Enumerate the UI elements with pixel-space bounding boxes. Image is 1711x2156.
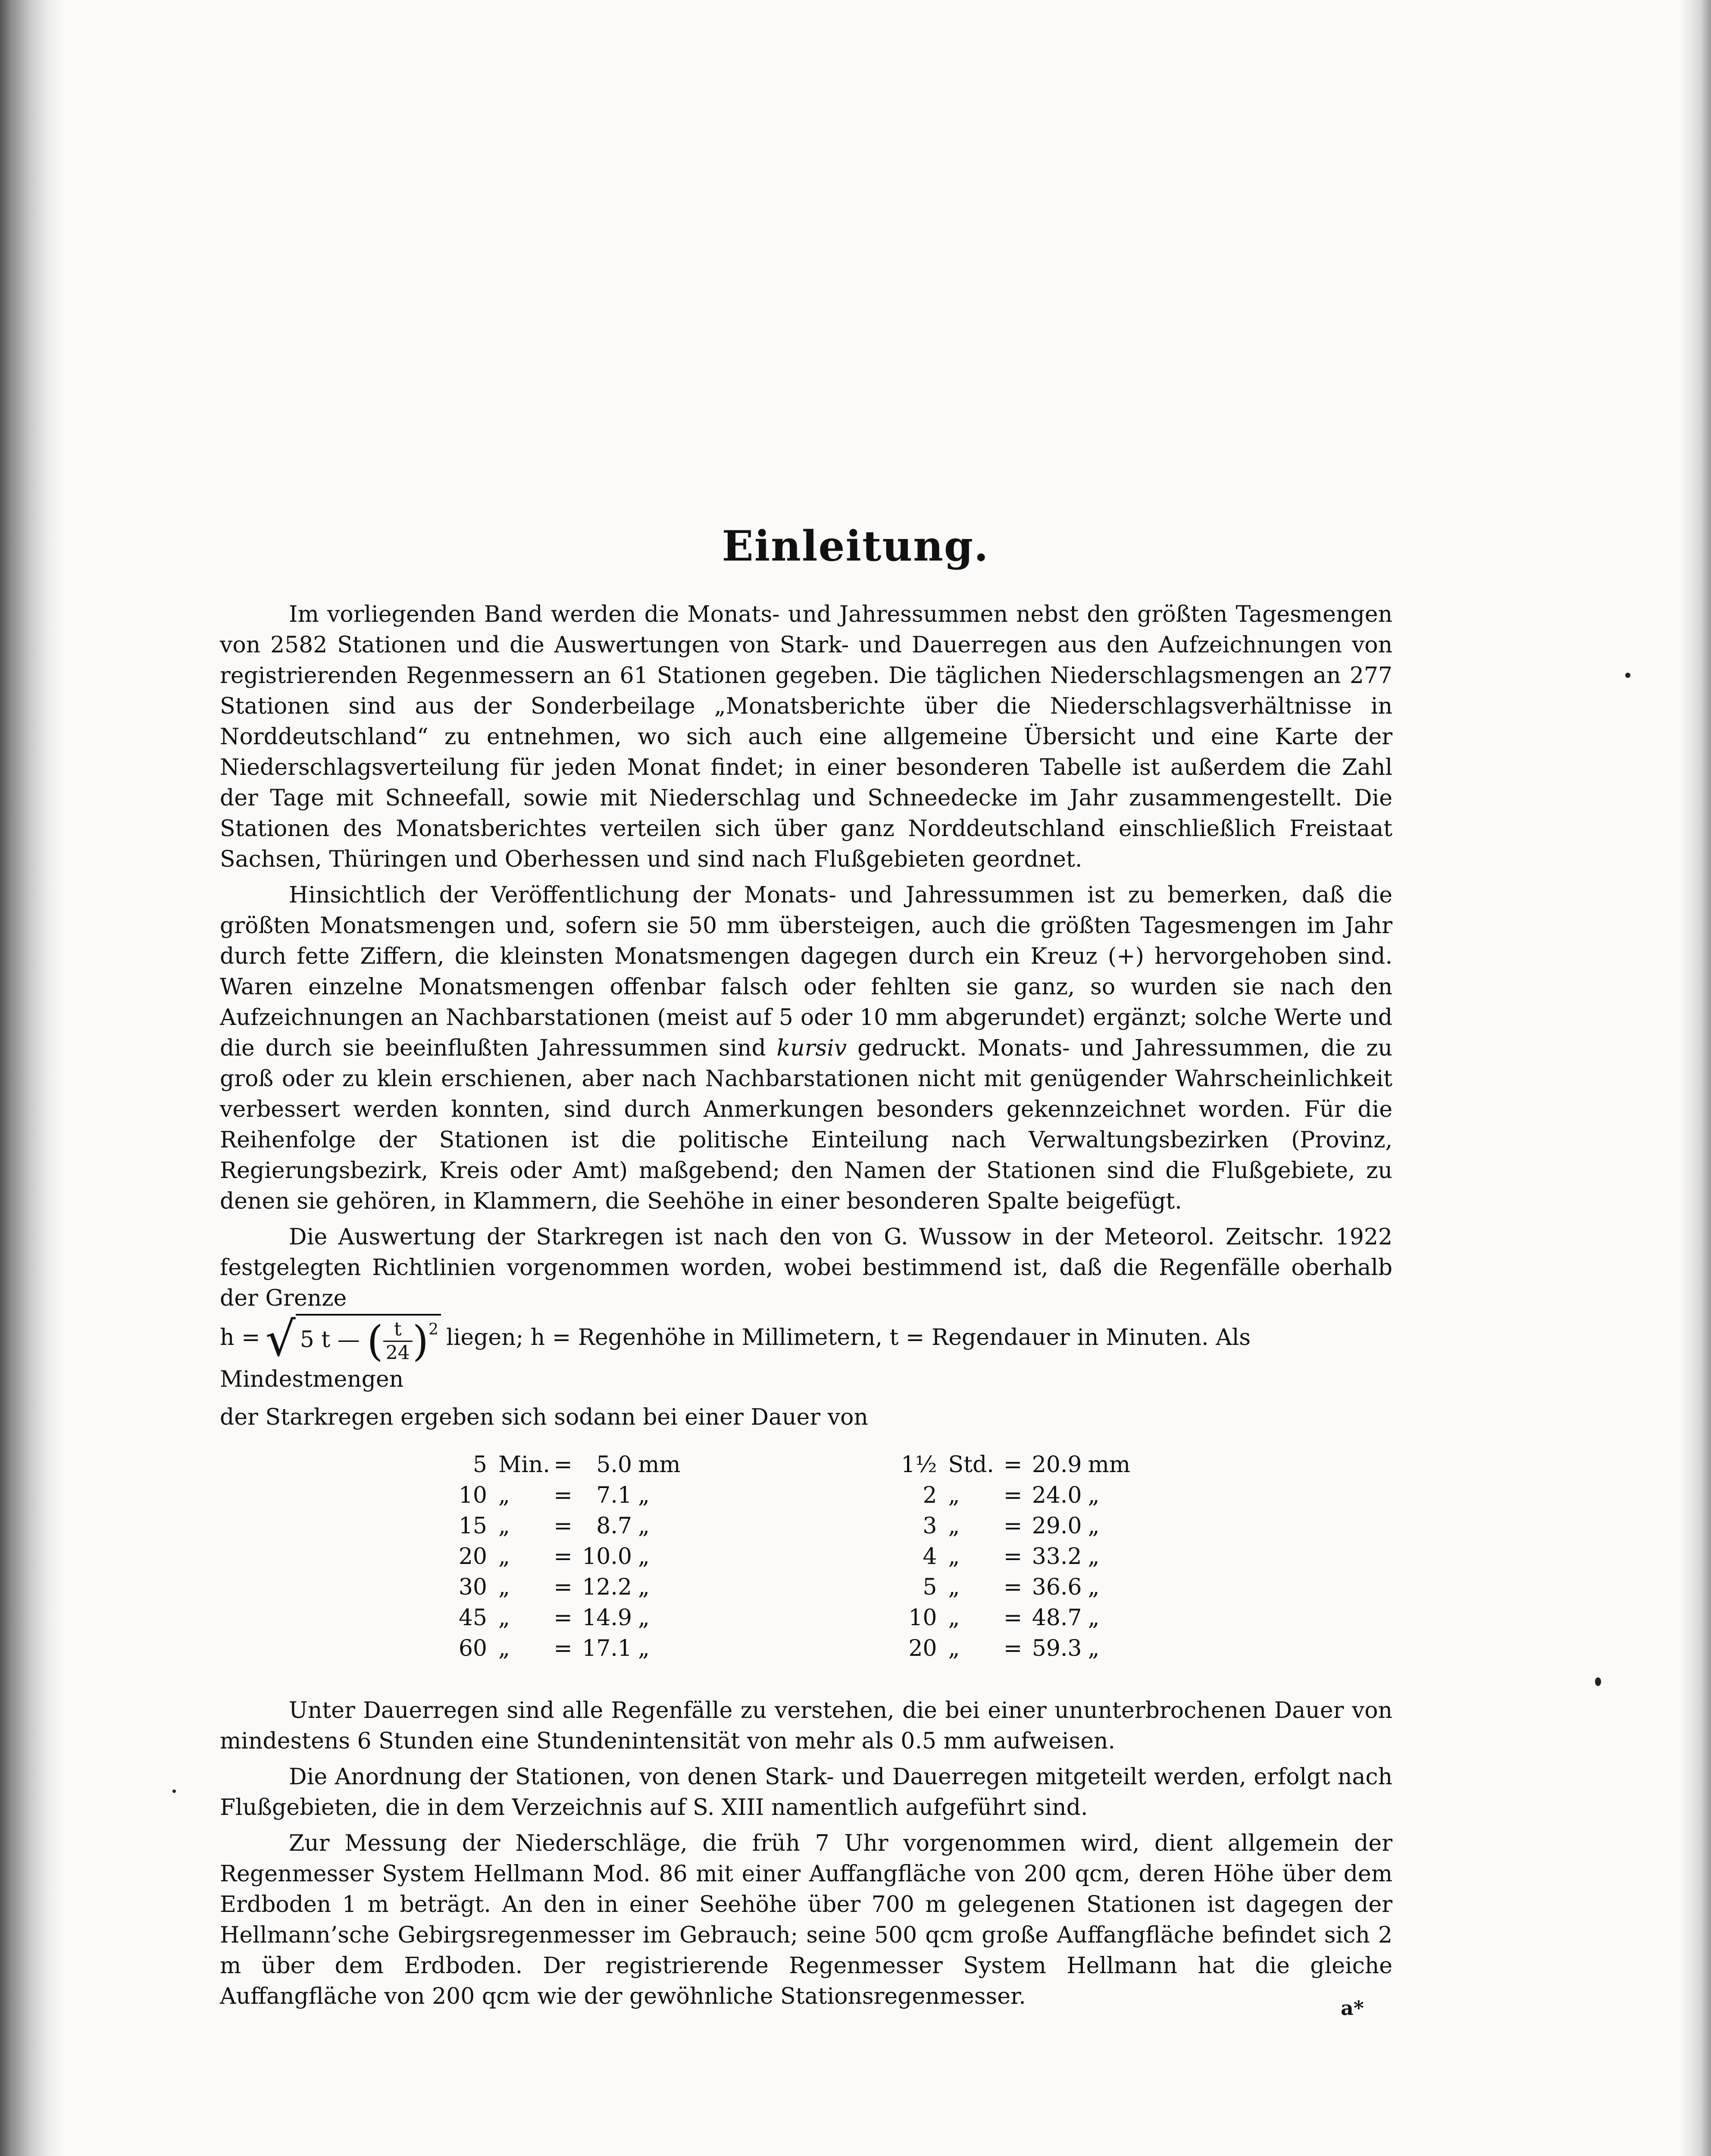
paragraph-3: Die Auswertung der Starkregen ist nach den von G. Wussow in der Meteorol. Zeitschr. 1922 festgelegten Richtlinien vorgenommen worden, wobei bestimmend ist, daß die Regenfälle oberhalb der Grenze	[220, 1224, 1392, 1311]
duration-value: 10	[908, 1605, 937, 1631]
equals-sign: =	[1003, 1513, 1023, 1539]
duration-value: 45	[458, 1605, 487, 1631]
scan-edge-left	[0, 0, 65, 2156]
duration-unit: „	[948, 1636, 960, 1661]
amount-unit: „	[638, 1544, 650, 1570]
amount-value: 5.0	[596, 1452, 632, 1478]
duration-value: 60	[458, 1636, 487, 1661]
scan-speck	[1625, 673, 1630, 678]
amount-value: 7.1	[596, 1482, 632, 1508]
equals-sign: =	[1003, 1452, 1023, 1478]
duration-row	[901, 1603, 1131, 1633]
duration-value: 20	[908, 1636, 937, 1661]
amount-unit: „	[1088, 1482, 1100, 1508]
duration-unit: „	[498, 1513, 510, 1539]
duration-row	[901, 1450, 1131, 1480]
equals-sign: =	[1003, 1482, 1023, 1508]
duration-row	[901, 1542, 1131, 1572]
formula-after-text: liegen; h = Regenhöhe in Millimetern, t = Regendauer in Minuten. Als Mindestmengen	[220, 1325, 1251, 1392]
duration-unit: „	[498, 1636, 510, 1661]
duration-value: 5	[472, 1452, 487, 1478]
duration-value: 1½	[901, 1452, 937, 1478]
equals-sign: =	[554, 1605, 572, 1631]
equals-sign: =	[554, 1482, 572, 1508]
duration-row	[453, 1511, 681, 1542]
rain-limit-formula	[265, 1311, 441, 1367]
formula-lhs: h =	[220, 1325, 260, 1351]
amount-value: 33.2	[1032, 1544, 1082, 1570]
duration-unit: „	[498, 1605, 510, 1631]
amount-unit: mm	[638, 1452, 681, 1478]
formula-radicand	[296, 1314, 441, 1364]
duration-unit: Min.	[498, 1452, 550, 1478]
duration-unit: Std.	[948, 1452, 994, 1478]
amount-unit: „	[638, 1482, 650, 1508]
duration-unit: „	[948, 1513, 960, 1539]
amount-value: 48.7	[1032, 1605, 1082, 1631]
amount-unit: „	[638, 1574, 650, 1600]
duration-value: 15	[458, 1513, 487, 1539]
duration-value: 10	[458, 1482, 487, 1508]
italic-word: kursiv	[776, 1035, 847, 1061]
formula-line	[220, 1311, 1392, 1395]
equals-sign: =	[554, 1636, 572, 1661]
equals-sign: =	[554, 1574, 572, 1600]
duration-value: 3	[923, 1513, 937, 1539]
introduction-body	[220, 599, 1392, 2017]
formula-denominator: 24	[385, 1342, 410, 1364]
duration-unit: „	[948, 1482, 960, 1508]
amount-value: 14.9	[582, 1605, 632, 1631]
duration-value: 2	[923, 1482, 937, 1508]
duration-value: 4	[923, 1544, 937, 1570]
scan-edge-right	[1681, 0, 1711, 2156]
paragraph-6: Zur Messung der Niederschläge, die früh 7 Uhr vorgenommen wird, dient allgemein der Regenmesser System Hellmann Mod. 86 mit einer Auffangfläche von 200 qcm, deren Höhe über dem Erdboden 1 m beträgt. An den in einer Seehöhe über 700 m gelegenen Stationen ist dagegen der Hellmann’sche Gebirgsregenmesser im Gebrauch; seine 500 qcm große Auffangfläche befindet sich 2 m über dem Erdboden. Der registrierende Regenmesser System Hellmann hat die gleiche Auffangfläche von 200 qcm wie der gewöhnliche Stationsregenmesser.	[220, 1830, 1392, 2009]
page-title: Einleitung.	[722, 522, 989, 570]
duration-unit: „	[498, 1482, 510, 1508]
equals-sign: =	[1003, 1544, 1023, 1570]
paragraph-4: Unter Dauerregen sind alle Regenfälle zu verstehen, die bei einer ununterbrochenen Dauer von mindestens 6 Stunden eine Stundenintensität von mehr als 0.5 mm aufweisen.	[220, 1698, 1392, 1754]
formula-paren-close: )	[412, 1317, 429, 1366]
paragraph-3-end: der Starkregen ergeben sich sodann bei einer Dauer von	[220, 1404, 868, 1430]
paragraph-2-part-a: Hinsichtlich der Veröffentlichung der Monats- und Jahressummen ist zu bemerken, daß die größten Monatsmengen und, sofern sie 50 mm übersteigen, auch die größten Tagesmengen im Jahr durch fette Ziffern, die kleinsten Monatsmengen dagegen durch ein Kreuz (+) hervorgehoben sind. Waren einzelne Monatsmengen offenbar falsch oder fehlten sie ganz, so wurden sie nach den Aufzeichnungen an Nachbarstationen (meist auf 5 oder 10 mm abgerundet) ergänzt; solche Werte und die durch sie beeinflußten Jahressummen sind	[220, 882, 1392, 1061]
duration-value: 20	[458, 1544, 487, 1570]
durations-minutes-table	[453, 1450, 681, 1664]
duration-row	[453, 1633, 681, 1664]
paragraph-2-part-b: gedruckt. Monats- und Jahressummen, die zu groß oder zu klein erschienen, aber nach Nachbarstationen nicht mit genügender Wahrscheinlichkeit verbessert werden konnten, sind durch Anmerkungen besonders gekennzeichnet worden. Für die Reihenfolge der Stationen ist die politische Einteilung nach Verwaltungsbezirken (Provinz, Regierungsbezirk, Kreis oder Amt) maßgebend; den Namen der Stationen sind die Flußgebiete, zu denen sie gehören, in Klammern, die Seehöhe in einer besonderen Spalte beigefügt.	[220, 1035, 1392, 1214]
amount-unit: mm	[1088, 1452, 1131, 1478]
equals-sign: =	[554, 1452, 572, 1478]
scan-speck	[172, 1789, 176, 1793]
duration-value: 5	[923, 1574, 937, 1600]
duration-row	[901, 1633, 1131, 1664]
duration-row	[453, 1480, 681, 1511]
duration-row	[453, 1450, 681, 1480]
duration-unit: „	[498, 1544, 510, 1570]
duration-row	[901, 1511, 1131, 1542]
amount-value: 29.0	[1032, 1513, 1082, 1539]
equals-sign: =	[1003, 1574, 1023, 1600]
equals-sign: =	[554, 1513, 572, 1539]
minimum-amounts-tables	[220, 1450, 1392, 1683]
duration-unit: „	[948, 1544, 960, 1570]
durations-hours-table	[901, 1450, 1131, 1664]
formula-fraction	[383, 1318, 413, 1364]
paragraph-5: Die Anordnung der Stationen, von denen Stark- und Dauerregen mitgeteilt werden, erfolgt nach Flußgebieten, die in dem Verzeichnis auf S. XIII namentlich aufgeführt sind.	[220, 1764, 1392, 1821]
duration-value: 30	[458, 1574, 487, 1600]
amount-value: 8.7	[596, 1513, 632, 1539]
equals-sign: =	[1003, 1636, 1023, 1661]
equals-sign: =	[1003, 1605, 1023, 1631]
duration-unit: „	[498, 1574, 510, 1600]
duration-row	[453, 1603, 681, 1633]
amount-value: 24.0	[1032, 1482, 1082, 1508]
amount-unit: „	[1088, 1513, 1100, 1539]
amount-unit: „	[1088, 1574, 1100, 1600]
amount-value: 17.1	[582, 1636, 632, 1661]
duration-unit: „	[948, 1605, 960, 1631]
paragraph-1: Im vorliegenden Band werden die Monats- und Jahressummen nebst den größten Tagesmengen von 2582 Stationen und die Auswertungen von Stark- und Dauerregen aus den Aufzeichnungen von registrierenden Regenmessern an 61 Stationen gegeben. Die täglichen Niederschlagsmengen an 277 Stationen sind aus der Sonderbeilage „Monatsberichte über die Niederschlagsverhältnisse in Norddeutschland“ zu entnehmen, wo sich auch eine allgemeine Übersicht und eine Karte der Niederschlagsverteilung für jeden Monat findet; in einer besonderen Tabelle ist außerdem die Zahl der Tage mit Schneefall, sowie mit Niederschlag und Schneedecke im Jahr zusammengestellt. Die Stationen des Monatsberichtes verteilen sich über ganz Norddeutschland einschließlich Freistaat Sachsen, Thüringen und Oberhessen und sind nach Flußgebieten geordnet.	[220, 602, 1392, 872]
scan-speck	[1595, 1677, 1601, 1686]
amount-unit: „	[638, 1636, 650, 1661]
formula-paren-open: (	[367, 1317, 383, 1366]
formula-exponent: 2	[429, 1321, 439, 1338]
amount-unit: „	[638, 1605, 650, 1631]
amount-unit: „	[1088, 1605, 1100, 1631]
amount-value: 59.3	[1032, 1636, 1082, 1661]
page-signature: a*	[1341, 1996, 1364, 2020]
duration-unit: „	[948, 1574, 960, 1600]
amount-value: 36.6	[1032, 1574, 1082, 1600]
duration-row	[901, 1572, 1131, 1603]
duration-row	[901, 1480, 1131, 1511]
amount-unit: „	[638, 1513, 650, 1539]
paragraph-2	[220, 880, 1392, 1217]
formula-numerator: t	[383, 1318, 413, 1342]
amount-value: 12.2	[582, 1574, 632, 1600]
amount-unit: „	[1088, 1636, 1100, 1661]
duration-row	[453, 1572, 681, 1603]
amount-value: 10.0	[582, 1544, 632, 1570]
formula-term1: 5 t —	[300, 1327, 360, 1353]
amount-unit: „	[1088, 1544, 1100, 1570]
equals-sign: =	[554, 1544, 572, 1570]
sqrt-sign: √	[265, 1311, 296, 1367]
duration-row	[453, 1542, 681, 1572]
amount-value: 20.9	[1032, 1452, 1082, 1478]
